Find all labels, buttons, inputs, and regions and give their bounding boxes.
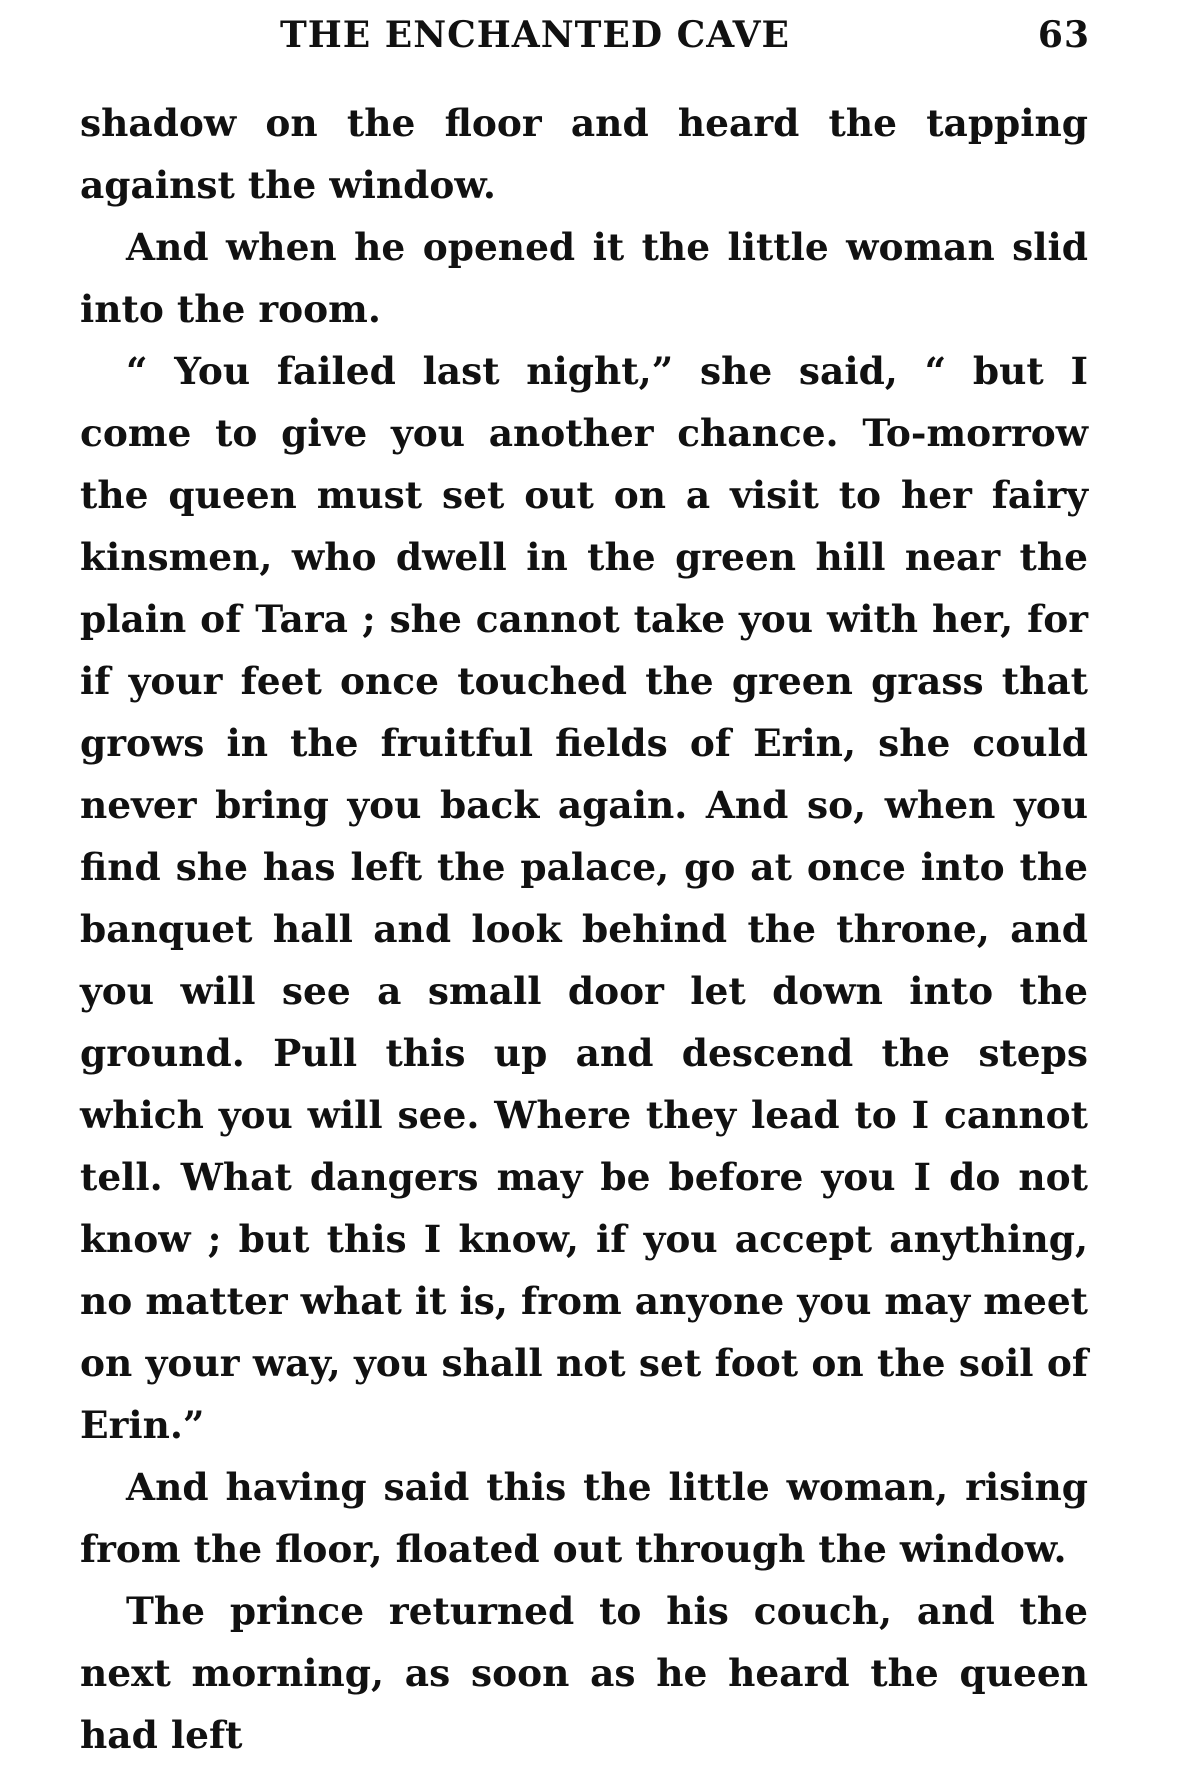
paragraph: And when he opened it the little woman slid into the room.: [80, 225, 1088, 331]
paragraph: The prince returned to his couch, and the next morning, as soon as he heard the queen had left: [80, 1589, 1088, 1757]
paragraph: And having said this the little woman, rising from the floor, floated out through the window.: [80, 1465, 1088, 1571]
page-header: [80, 14, 1090, 74]
running-title: THE ENCHANTED CAVE: [280, 14, 790, 56]
page-number: 63: [1037, 14, 1090, 56]
paragraph-continuation: shadow on the floor and heard the tapping against the window.: [80, 101, 1088, 207]
paragraph-dialogue: “ You failed last night,” she said, “ but I come to give you another chance. To-morrow the queen must set out on a visit to her fairy kinsmen, who dwell in the green hill near the plain of Tara ; she cannot take you with her, for if your feet once touched the green grass that grows in the fruitful fields of Erin, she could never bring you back again. And so, when you find she has left the palace, go at once into the banquet hall and look behind the throne, and you will see a small door let down into the ground. Pull this up and descend the steps which you will see. Where they lead to I cannot tell. What dangers may be before you I do not know ; but this I know, if you accept anything, no matter what it is, from anyone you may meet on your way, you shall not set foot on the soil of Erin.”: [80, 349, 1088, 1447]
body-text: [80, 92, 1088, 1766]
